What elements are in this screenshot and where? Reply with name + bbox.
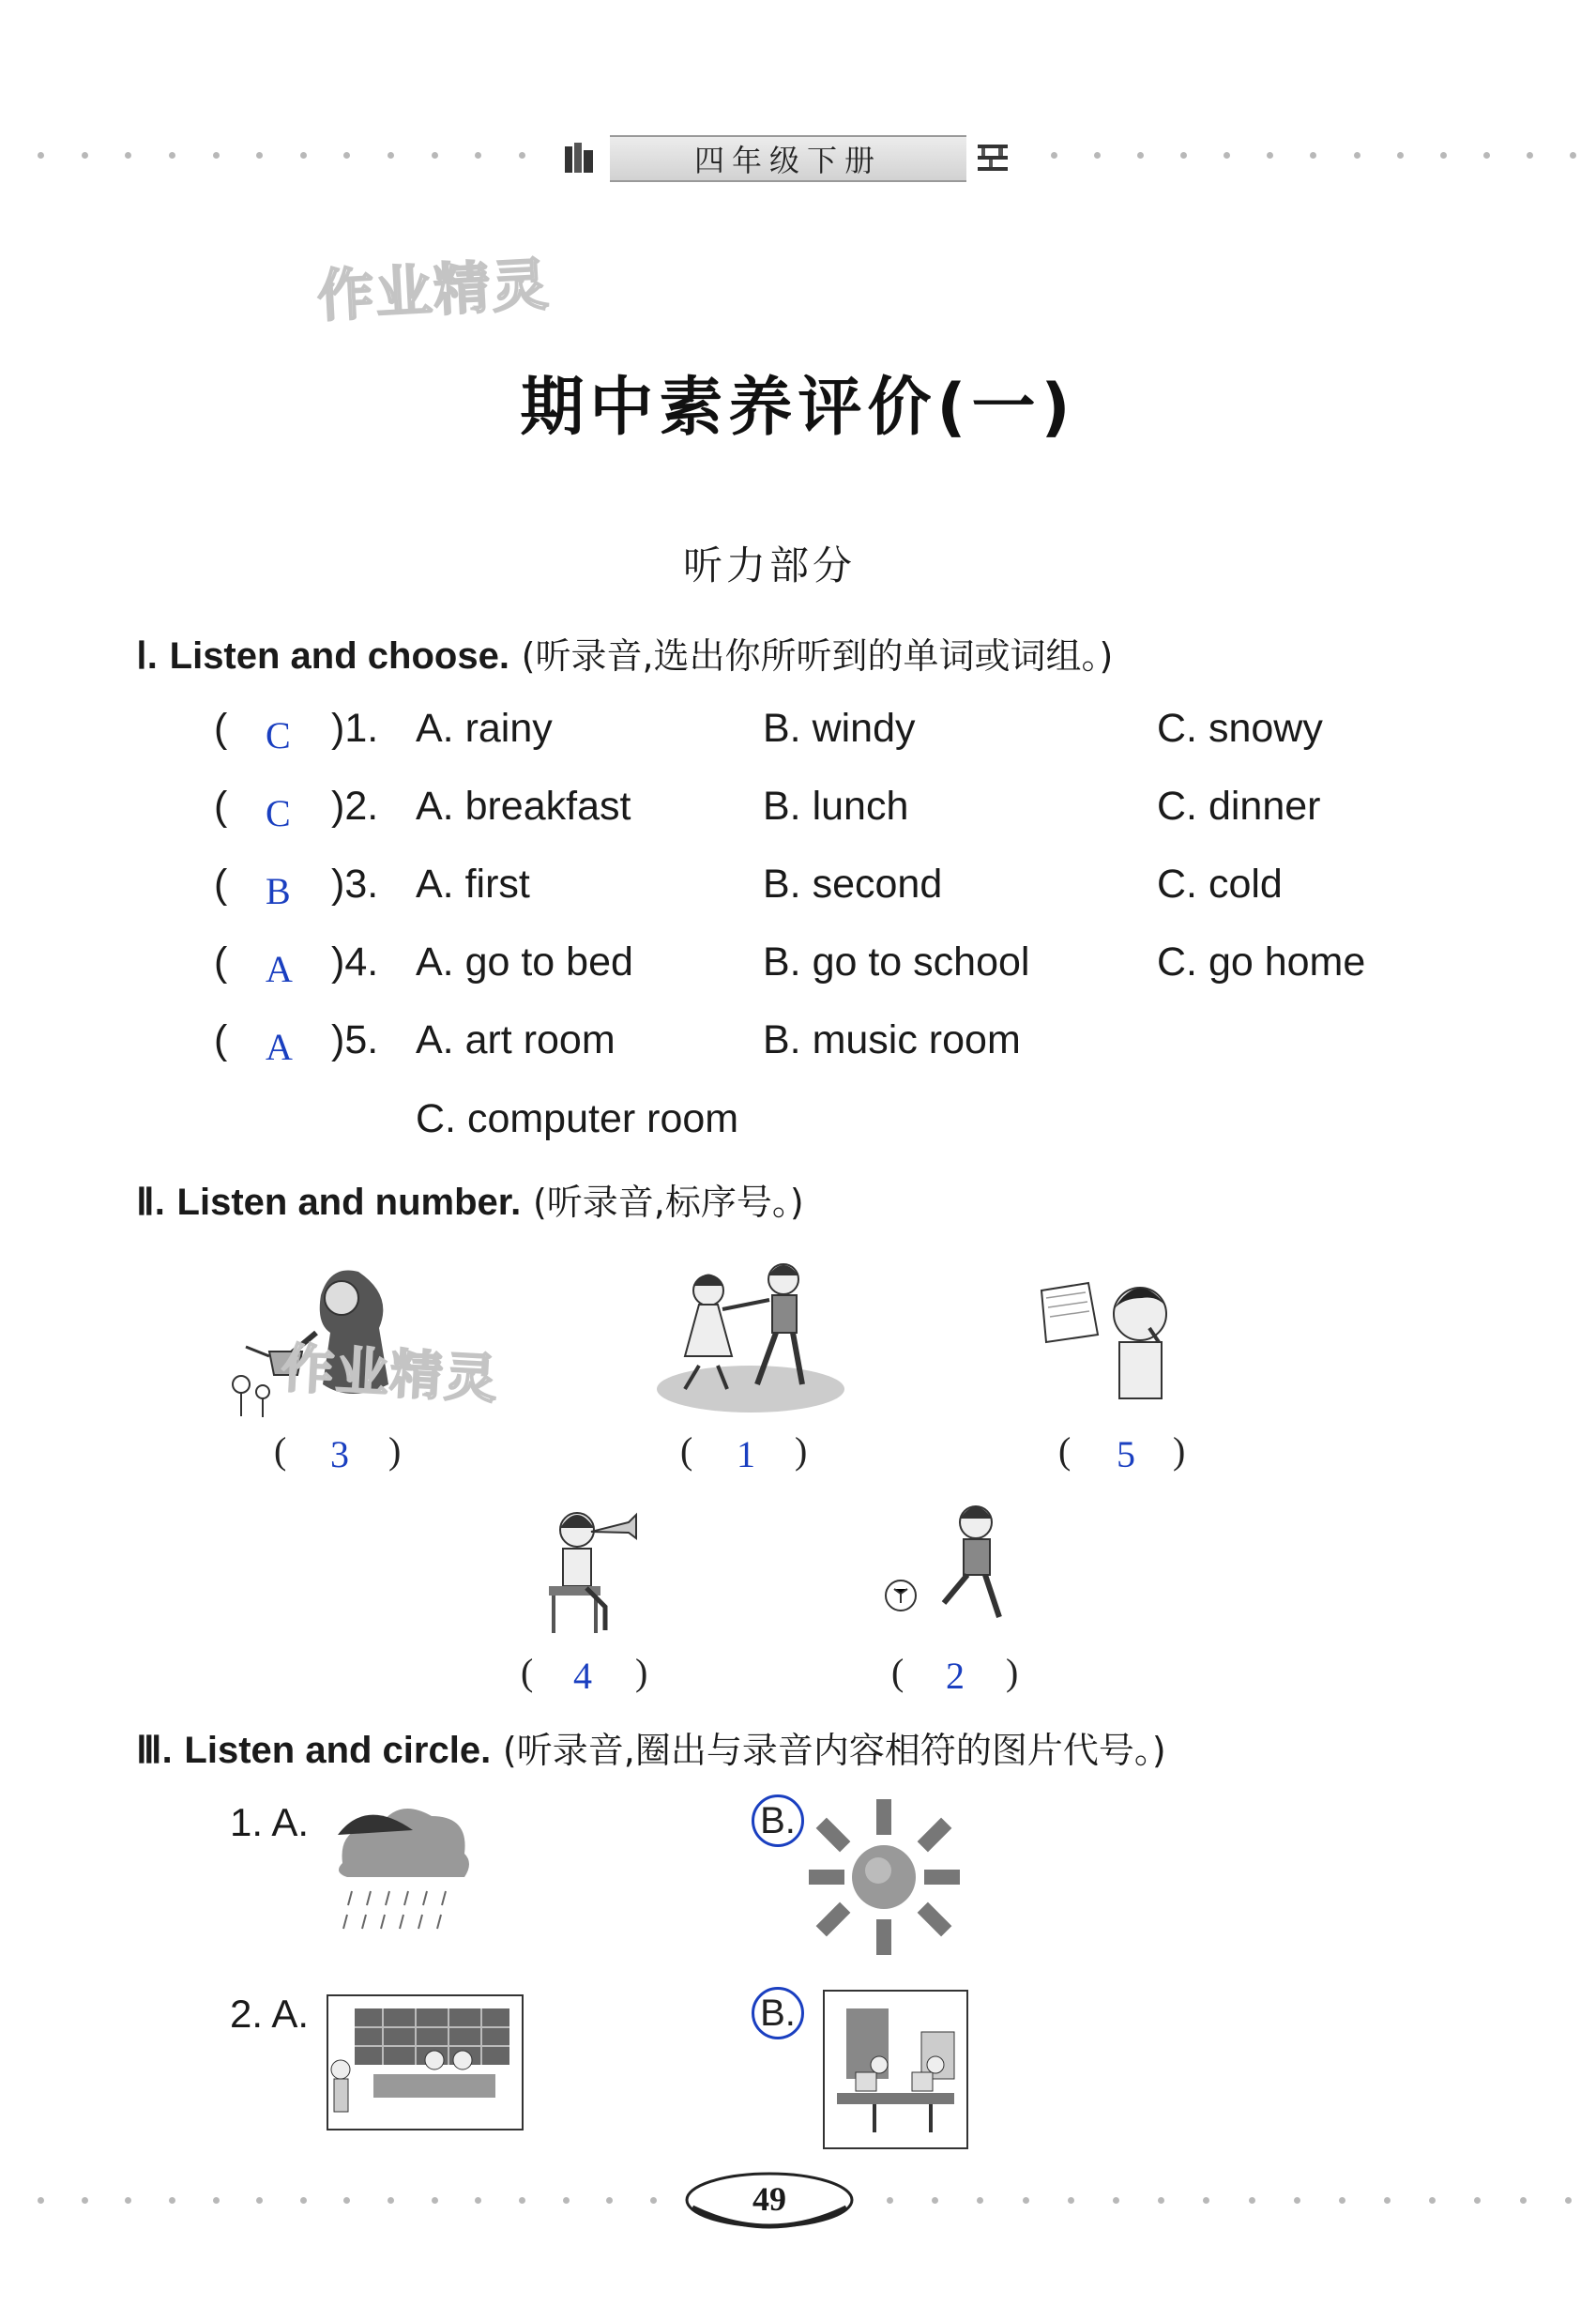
grade-label: 四年级下册 [693, 143, 882, 178]
question-number: )2. [331, 784, 379, 829]
footer-dots-left [38, 2195, 657, 2205]
girl-playing-trumpet-illustration [535, 1502, 647, 1638]
option-c: C. dinner [1157, 784, 1321, 829]
circled-answer-b: B. [752, 1794, 804, 1847]
header-dots-right [1051, 150, 1576, 160]
bookshelf-icon [976, 141, 1010, 175]
answer-value: B [266, 870, 291, 912]
option-a: A. art room [416, 1017, 616, 1062]
option-a: A. rainy [416, 706, 553, 751]
section-1-heading [136, 627, 1113, 679]
section-2-heading [136, 1173, 804, 1225]
item-1-label: 1. A. [230, 1800, 310, 1844]
computer-room-illustration [823, 1990, 968, 2149]
page-title: 期中素养评价(一) [520, 371, 1076, 445]
circled-answer-b: B. [752, 1987, 804, 2039]
question-number: )4. [331, 939, 379, 985]
item-2-label: 2. A. [230, 1992, 310, 2036]
option-c: C. snowy [1157, 706, 1323, 751]
children-dancing-illustration [652, 1253, 849, 1417]
boy-playing-football-illustration [877, 1502, 1023, 1633]
option-b: B. go to school [763, 939, 1030, 985]
library-illustration [327, 1994, 524, 2130]
option-a: A. breakfast [416, 784, 631, 829]
section-1-numeral: Ⅰ. [136, 635, 158, 677]
watermark: 作业精灵 [315, 252, 552, 330]
option-c: C. cold [1157, 862, 1283, 907]
page-number: 49 [752, 2180, 786, 2218]
option-c: C. computer room [416, 1096, 739, 1141]
option-b: B. windy [763, 706, 916, 751]
page-number-badge [685, 2170, 854, 2236]
boy-reading-book-illustration [1037, 1272, 1192, 1413]
option-a: A. go to bed [416, 939, 633, 985]
rainy-cloud-icon [328, 1797, 474, 1938]
watermark-small: 作业精灵 [280, 1337, 501, 1412]
option-b: B. music room [763, 1017, 1021, 1062]
section-3-numeral: Ⅲ. [136, 1730, 173, 1771]
header-dots-left [38, 150, 525, 160]
answer-value: C [266, 792, 291, 834]
footer-dots-right [887, 2195, 1572, 2205]
option-c: C. go home [1157, 939, 1366, 985]
section-1-instruction: (听录音,选出你所听到的单词或词组。) [521, 635, 1114, 677]
option-b: B. second [763, 862, 943, 907]
answer-value: C [266, 714, 291, 756]
question-number: )3. [331, 862, 379, 907]
section-3-instruction: (听录音,圈出与录音内容相符的图片代号。) [502, 1730, 1166, 1771]
section-1-title: Listen and choose. [169, 635, 509, 677]
section-3-title: Listen and circle. [184, 1730, 492, 1771]
question-number: )1. [331, 706, 379, 751]
answer-value: A [266, 948, 293, 990]
section-2-numeral: Ⅱ. [136, 1182, 165, 1223]
section-3-heading [136, 1721, 1166, 1773]
sun-icon [807, 1797, 962, 1957]
section-2-title: Listen and number. [176, 1182, 522, 1223]
question-number: )5. [331, 1017, 379, 1062]
section-heading-listening: 听力部分 [682, 542, 856, 588]
grade-banner [563, 131, 1013, 184]
answer-value: A [266, 1026, 293, 1068]
option-a: A. first [416, 862, 530, 907]
option-b: B. lunch [763, 784, 909, 829]
section-2-instruction: (听录音,标序号。) [532, 1182, 804, 1223]
